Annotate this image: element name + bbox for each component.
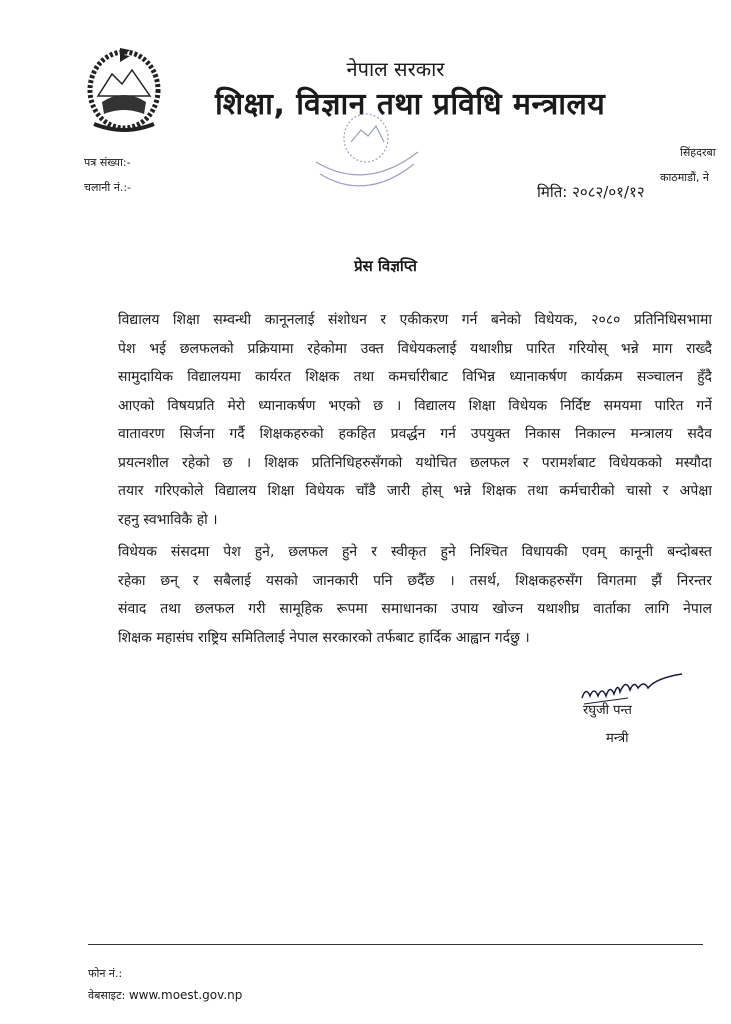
text-line: विधेयक संसदमा पेश हुने, छलफल हुने र स्वीकृत हुने निश्चित विधायकी एवम् कानूनी बन्दोबस्त bbox=[118, 544, 712, 560]
footer-divider bbox=[88, 944, 703, 945]
government-name: नेपाल सरकार bbox=[346, 57, 445, 81]
ministry-name: शिक्षा, विज्ञान तथा प्रविधि मन्त्रालय bbox=[215, 87, 606, 122]
text-line: वातावरण सिर्जना गर्दै शिक्षकहरुको हकहित प्रवर्द्धन गर्न उपयुक्त निकास निकाल्न मन्त्रालय सदैव bbox=[118, 426, 712, 442]
website-link[interactable]: www.moest.gov.np bbox=[128, 988, 243, 1002]
text-line: प्रयत्नशील रहेको छ । शिक्षक प्रतिनिधिहरुसँगको यथोचित छलफल र परामर्शबाट विधेयकको मस्यौदा bbox=[118, 454, 712, 471]
dispatch-number-label: चलानी नं.:- bbox=[84, 181, 132, 194]
document-title: प्रेस विज्ञप्ति bbox=[354, 257, 417, 275]
text-line: संवाद तथा छलफल गरी सामूहिक रूपमा समाधानका उपाय खोज्न यथाशीघ्र वार्ताका लागि नेपाल bbox=[118, 601, 712, 617]
text-line: आएको विषयप्रति मेरो ध्यानाकर्षण भएको छ । विद्यालय शिक्षा विधेयक निर्दिष्ट समयमा पारित गर्ने bbox=[118, 397, 712, 414]
phone-label: फोन नं.: bbox=[88, 967, 123, 980]
text-line: रहेका छन् र सबैलाई यसको जानकारी पनि छदैँछ । तसर्थ, शिक्षकहरुसँग विगतमा झैं निरन्तर bbox=[118, 572, 712, 589]
signatory-title: मन्त्री bbox=[606, 731, 629, 746]
website-row bbox=[88, 988, 242, 1003]
address-line-2: काठमाडौं, ने bbox=[660, 171, 709, 184]
official-stamp bbox=[306, 112, 426, 192]
text-line: सामुदायिक विद्यालयमा कार्यरत शिक्षक तथा कमर्चारीबाट विभिन्न ध्यानाकर्षण कार्यक्रम सञ्चालन हुँदै bbox=[118, 369, 712, 385]
text-line: पेश भई छलफलको प्रक्रियामा रहेकोमा उक्त विधेयकलाई यथाशीघ्र पारित गरियोस् भन्ने माग राख्दै bbox=[118, 340, 712, 357]
text-line: विद्यालय शिक्षा सम्वन्धी कानूनलाई संशोधन र एकीकरण गर्न बनेको विधेयक, २०८० प्रतिनिधिसभामा bbox=[118, 312, 712, 328]
paragraph-1 bbox=[118, 306, 712, 534]
website-label: वेबसाइट: bbox=[88, 989, 126, 1002]
address-line-1: सिंहदरबा bbox=[680, 146, 716, 159]
text-line: तयार गरिएकोले विद्यालय शिक्षा विधेयक चाँडै जारी होस् भन्ने शिक्षक तथा कर्मचारीको चासो र अपेक्षा bbox=[118, 483, 712, 499]
date: मिति: २०८२/०१/१२ bbox=[537, 183, 645, 201]
letter-number-label: पत्र संख्या:- bbox=[84, 156, 131, 169]
paragraph-2 bbox=[118, 538, 712, 652]
text-line: शिक्षक महासंघ राष्ट्रिय समितिलाई नेपाल सरकारको तर्फबाट हार्दिक आह्वान गर्दछु । bbox=[118, 629, 530, 646]
text-line: रहनु स्वभाविकै हो । bbox=[118, 511, 218, 528]
signatory-name: रघुजी पन्त bbox=[583, 703, 632, 718]
